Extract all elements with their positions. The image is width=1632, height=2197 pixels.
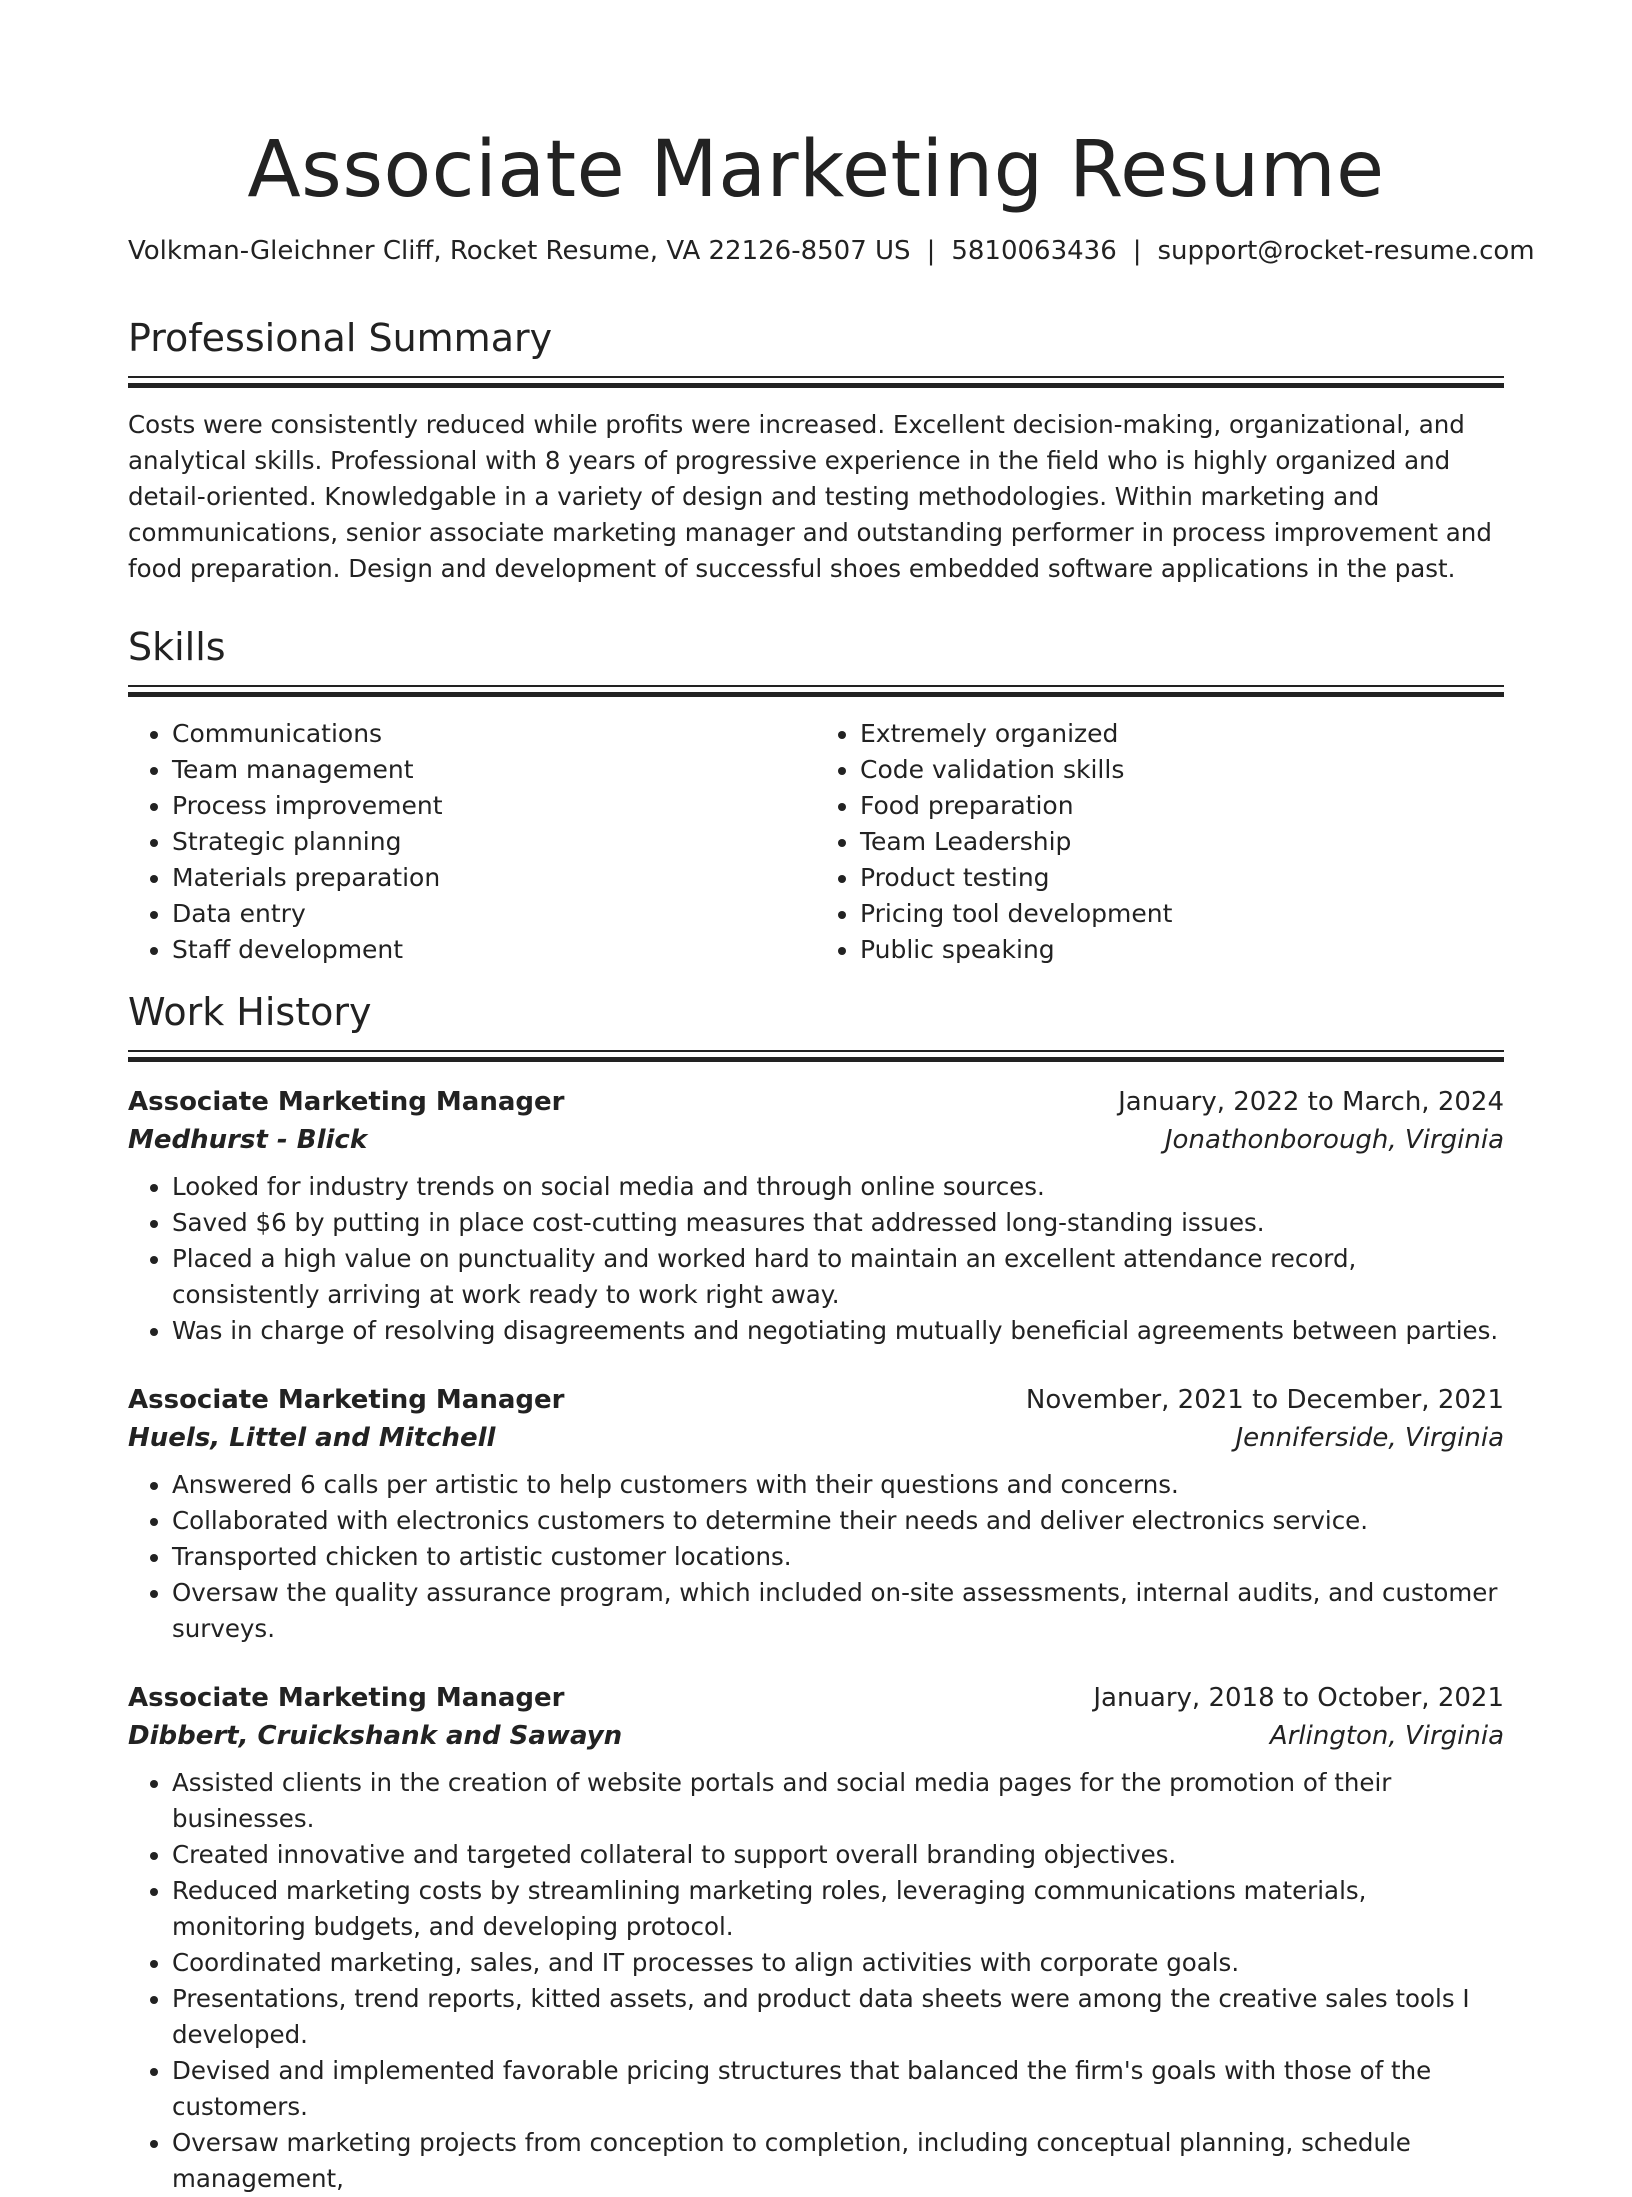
job-location: Jonathonborough, Virginia: [1164, 1125, 1504, 1155]
job-bullet: • Placed a high value on punctuality and worked hard to maintain an excellent attendance record, consistently arriving at work ready to work right away.: [172, 1241, 1504, 1313]
job-bullet: • Saved $6 by putting in place cost-cutting measures that addressed long-standing issues.: [172, 1205, 1504, 1241]
job-company: Huels, Littel and Mitchell: [128, 1423, 496, 1453]
job-location: Jenniferside, Virginia: [1235, 1423, 1504, 1453]
skills-column-right: [816, 716, 1504, 968]
job-location: Arlington, Virginia: [1269, 1721, 1504, 1751]
section-divider: [128, 376, 1504, 391]
section-divider: [128, 1050, 1504, 1065]
contact-separator: |: [926, 236, 936, 266]
contact-phone: 5810063436: [951, 236, 1117, 266]
job-bullet: • Oversaw the quality assurance program, which included on-site assessments, internal audits, and customer surveys.: [172, 1575, 1504, 1647]
skill-item: • Process improvement: [172, 788, 816, 824]
job-bullets: [128, 1765, 1504, 2197]
skill-item: • Staff development: [172, 932, 816, 968]
job-header: [128, 1381, 1504, 1419]
contact-separator: |: [1132, 236, 1142, 266]
job-title: Associate Marketing Manager: [128, 1385, 565, 1415]
skills-heading: Skills: [128, 625, 226, 669]
section-divider: [128, 685, 1504, 700]
skill-item: • Code validation skills: [860, 752, 1504, 788]
job-title: Associate Marketing Manager: [128, 1087, 565, 1117]
job-company: Medhurst - Blick: [128, 1125, 368, 1155]
skill-item: • Extremely organized: [860, 716, 1504, 752]
job-subheader: [128, 1121, 1504, 1159]
skill-item: • Product testing: [860, 860, 1504, 896]
job-bullet: • Presentations, trend reports, kitted assets, and product data sheets were among the creative sales tools I developed.: [172, 1981, 1504, 2053]
job-bullet: • Devised and implemented favorable pricing structures that balanced the firm's goals with those of the customers.: [172, 2053, 1504, 2125]
contact-email[interactable]: support@rocket-resume.com: [1157, 236, 1535, 266]
skill-item: • Food preparation: [860, 788, 1504, 824]
contact-line: [128, 234, 1535, 268]
job-entry: [128, 1679, 1504, 2197]
job-bullet: • Coordinated marketing, sales, and IT processes to align activities with corporate goals.: [172, 1945, 1504, 1981]
job-header: [128, 1083, 1504, 1121]
job-bullet: • Reduced marketing costs by streamlining marketing roles, leveraging communications materials, monitoring budgets, and developing protocol.: [172, 1873, 1504, 1945]
job-bullets: [128, 1169, 1504, 1349]
skill-item: • Team Leadership: [860, 824, 1504, 860]
skill-item: • Pricing tool development: [860, 896, 1504, 932]
job-entry: [128, 1381, 1504, 1647]
job-bullet: • Created innovative and targeted collateral to support overall branding objectives.: [172, 1837, 1504, 1873]
skill-item: • Materials preparation: [172, 860, 816, 896]
skill-item: • Communications: [172, 716, 816, 752]
job-entry: [128, 1083, 1504, 1349]
job-bullet: • Collaborated with electronics customers to determine their needs and deliver electronics service.: [172, 1503, 1504, 1539]
job-title: Associate Marketing Manager: [128, 1683, 565, 1713]
job-bullet: • Assisted clients in the creation of website portals and social media pages for the promotion of their businesses.: [172, 1765, 1504, 1837]
job-bullet: • Oversaw marketing projects from conception to completion, including conceptual planning, schedule management,: [172, 2125, 1504, 2197]
job-bullet: • Answered 6 calls per artistic to help customers with their questions and concerns.: [172, 1467, 1504, 1503]
job-dates: November, 2021 to December, 2021: [1025, 1385, 1504, 1415]
job-bullet: • Was in charge of resolving disagreements and negotiating mutually beneficial agreements between parties.: [172, 1313, 1504, 1349]
job-dates: January, 2022 to March, 2024: [1118, 1087, 1504, 1117]
resume-title: Associate Marketing Resume: [247, 125, 1385, 215]
job-subheader: [128, 1419, 1504, 1457]
skill-item: • Team management: [172, 752, 816, 788]
skills-column-left: [128, 716, 816, 968]
resume-document: [128, 0, 1535, 2197]
job-dates: January, 2018 to October, 2021: [1093, 1683, 1504, 1713]
job-bullets: [128, 1467, 1504, 1647]
job-bullet: • Transported chicken to artistic customer locations.: [172, 1539, 1504, 1575]
job-header: [128, 1679, 1504, 1717]
summary-heading: Professional Summary: [128, 316, 553, 360]
skills-list: [128, 716, 1504, 968]
contact-address: Volkman-Gleichner Cliff, Rocket Resume, VA 22126-8507 US: [128, 236, 911, 266]
job-subheader: [128, 1717, 1504, 1755]
skill-item: • Public speaking: [860, 932, 1504, 968]
summary-text: Costs were consistently reduced while profits were increased. Excellent decision-making, organizational, and analytical skills. Professional with 8 years of progressive experience in the field who is highly organized and detail-oriented. Knowledgable in a variety of design and testing methodologies. Within marketing and communications, senior associate marketing manager and outstanding performer in process improvement and food preparation. Design and development of successful shoes embedded software applications in the past.: [128, 410, 1492, 583]
work-history-heading: Work History: [128, 990, 372, 1034]
skill-item: • Strategic planning: [172, 824, 816, 860]
job-company: Dibbert, Cruickshank and Sawayn: [128, 1721, 623, 1751]
job-bullet: • Looked for industry trends on social media and through online sources.: [172, 1169, 1504, 1205]
skill-item: • Data entry: [172, 896, 816, 932]
